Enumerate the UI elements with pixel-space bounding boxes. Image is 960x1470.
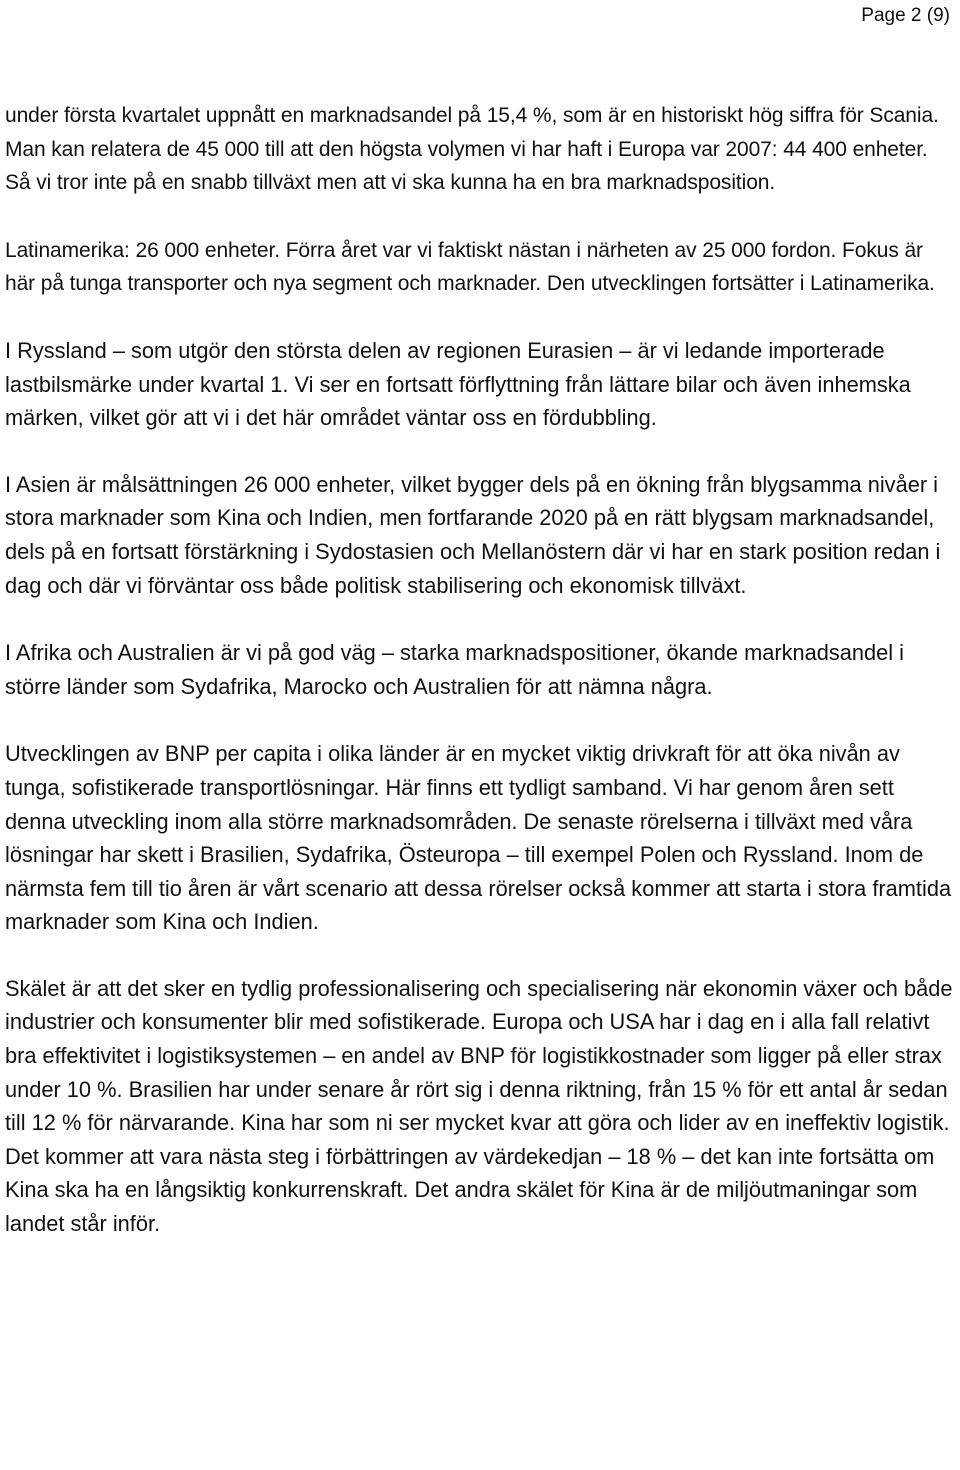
paragraph-gdp-development: Utvecklingen av BNP per capita i olika länder är en mycket viktig drivkraft för att öka nivån av tunga, sofistikerade transportlösningar. Här finns ett tydligt samband. Vi har genom åren sett denna utveckling inom alla större marknadsområden. De senaste rörelserna i tillväxt med våra lösningar har skett i Brasilien, Sydafrika, Östeuropa – till exempel Polen och Ryssland. Inom de närmsta fem till tio åren är vårt scenario att dessa rörelser också kommer att starta i stora framtida marknader som Kina och Indien.: [5, 741, 952, 935]
paragraph-russia: I Ryssland – som utgör den största delen av regionen Eurasien – är vi ledande importerade lastbilsmärke under kvartal 1. Vi ser en fortsatt förflyttning från lättare bilar och även inhemska märken, vilket gör att vi i det här området väntar oss en fördubbling.: [5, 337, 911, 431]
paragraph-latin-america: Latinamerika: 26 000 enheter. Förra året var vi faktiskt nästan i närheten av 25 000 fordon. Fokus är här på tunga transporter och nya segment och marknader. Den utvecklingen fortsätter i Latinamerika.: [5, 238, 935, 296]
document-body: [5, 99, 955, 1241]
paragraph-africa-australia: I Afrika och Australien är vi på god väg – starka marknadspositioner, ökande marknadsandel i större länder som Sydafrika, Marocko och Australien för att nämna några.: [5, 640, 905, 699]
paragraph-europe: under första kvartalet uppnått en marknadsandel på 15,4 %, som är en historiskt hög siffra för Scania. Man kan relatera de 45 000 till att den högsta volymen vi har haft i Europa var 2007: 44 400 enheter. Så vi tror inte på en snabb tillväxt men att vi ska kunna ha en bra marknadsposition.: [5, 104, 939, 195]
page-number: Page 2 (9): [861, 5, 950, 26]
paragraph-asia: I Asien är målsättningen 26 000 enheter, vilket bygger dels på en ökning från blygsamma nivåer i stora marknader som Kina och Indien, men fortfarande 2020 på en rätt blygsam marknadsandel, dels på en fortsatt förstärkning i Sydostasien och Mellanöstern där vi har en stark position redan i dag och där vi förväntar oss både politisk stabilisering och ekonomisk tillväxt.: [5, 471, 941, 598]
paragraph-logistics: Skälet är att det sker en tydlig professionalisering och specialisering när ekonomin växer och både industrier och konsumenter blir med sofistikerade. Europa och USA har i dag en i alla fall relativt bra effektivitet i logistiksystemen – en andel av BNP för logistikkostnader som ligger på eller strax under 10 %. Brasilien har under senare år rört sig i denna riktning, från 15 % för ett antal år sedan till 12 % för närvarande. Kina har som ni ser mycket kvar att göra och lider av en ineffektiv logistik. Det kommer att vara nästa steg i förbättringen av värdekedjan – 18 % – det kan inte fortsätta om Kina ska ha en långsiktig konkurrenskraft. Det andra skälet för Kina är de miljöutmaningar som landet står inför.: [5, 975, 953, 1237]
